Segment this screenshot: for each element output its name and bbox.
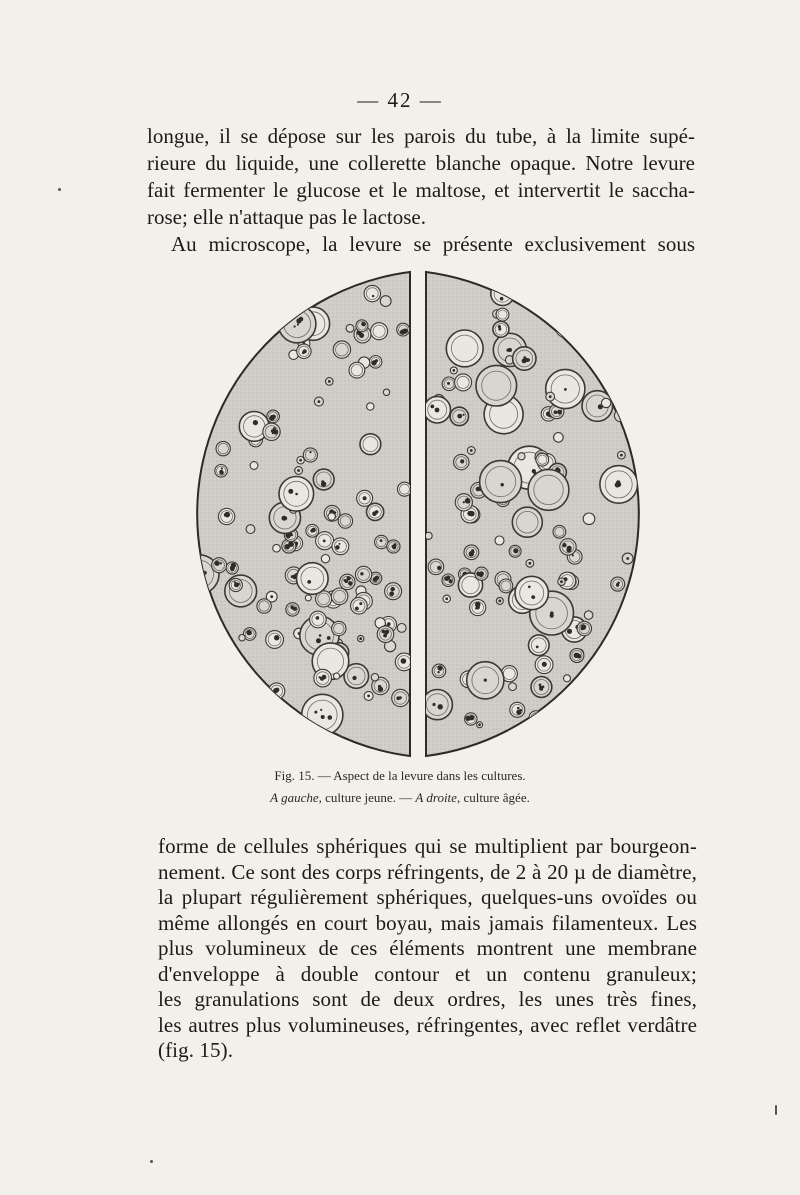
yeast-cell xyxy=(314,669,332,687)
caption-left-label: A gauche xyxy=(270,790,319,805)
yeast-cell xyxy=(618,451,626,459)
yeast-cell xyxy=(387,540,400,553)
yeast-cell xyxy=(432,664,446,678)
yeast-cell xyxy=(491,282,514,305)
microscope-illustration xyxy=(168,268,668,760)
yeast-cell xyxy=(333,341,350,358)
yeast-cell xyxy=(331,588,348,605)
yeast-cell xyxy=(480,461,522,503)
yeast-cell xyxy=(168,367,184,383)
yeast-cell xyxy=(594,710,601,717)
yeast-cell xyxy=(646,693,663,710)
yeast-cell xyxy=(297,563,329,595)
yeast-cell xyxy=(332,621,346,635)
yeast-cell xyxy=(601,398,610,407)
text-line: forme de cellules sphériques qui se multiplient par bourgeon- xyxy=(158,834,697,858)
paper-speck xyxy=(150,1160,153,1163)
caption-right-label: A droite xyxy=(415,790,457,805)
yeast-cell xyxy=(332,538,349,555)
yeast-cell xyxy=(340,574,355,589)
yeast-cell xyxy=(246,726,261,741)
yeast-cell xyxy=(529,635,550,656)
yeast-cell xyxy=(454,454,469,469)
yeast-cell xyxy=(632,268,664,294)
yeast-cell xyxy=(638,391,649,402)
yeast-cell xyxy=(237,676,252,691)
yeast-cell xyxy=(622,553,633,564)
yeast-cell xyxy=(226,562,238,574)
yeast-cell xyxy=(207,666,225,684)
paragraph-top xyxy=(147,123,695,258)
yeast-cell xyxy=(257,599,271,613)
yeast-cell xyxy=(536,288,547,299)
yeast-cell xyxy=(499,579,513,593)
yeast-cell xyxy=(518,453,525,460)
microscope-figure xyxy=(168,268,668,760)
yeast-cell xyxy=(467,662,504,699)
yeast-cell xyxy=(450,367,457,374)
yeast-cell xyxy=(546,392,555,401)
yeast-cell xyxy=(512,507,542,537)
yeast-cell xyxy=(509,683,517,691)
yeast-cell xyxy=(346,324,354,332)
text-line: Au microscope, la levure se présente exclusivement sous xyxy=(171,232,695,256)
yeast-cell xyxy=(364,691,373,700)
yeast-cell xyxy=(513,347,536,370)
yeast-cell xyxy=(528,470,569,511)
yeast-cell xyxy=(570,649,584,663)
yeast-cell xyxy=(222,657,230,665)
yeast-cell xyxy=(446,330,483,367)
yeast-cell xyxy=(310,611,327,628)
yeast-cell xyxy=(257,278,274,295)
yeast-cell xyxy=(360,434,381,455)
yeast-cell xyxy=(273,544,281,552)
yeast-cell xyxy=(177,661,187,671)
yeast-cell xyxy=(455,494,472,511)
text-line: longue, il se dépose sur les parois du tube, à la limite supé- xyxy=(147,124,695,148)
text-line: les autres plus volumineuses, réfringentes, avec reflet verdâtre xyxy=(158,1012,697,1037)
yeast-cell xyxy=(304,273,320,289)
yeast-cell xyxy=(239,635,245,641)
yeast-cell xyxy=(297,344,311,358)
yeast-cell xyxy=(385,583,402,600)
yeast-cell xyxy=(264,705,270,711)
text-line: les granulations sont de deux ordres, les unes très fines, xyxy=(158,987,697,1011)
yeast-cell xyxy=(168,562,180,577)
yeast-cell xyxy=(290,294,300,304)
yeast-cell xyxy=(596,352,607,363)
yeast-cell xyxy=(355,566,371,582)
yeast-cell xyxy=(601,280,641,320)
yeast-cell xyxy=(168,678,186,696)
yeast-cell xyxy=(553,525,566,538)
yeast-cell xyxy=(168,725,183,740)
text-line: rose; elle n'attaque pas le lactose. xyxy=(147,205,426,229)
yeast-cell xyxy=(193,286,206,299)
yeast-cell xyxy=(556,321,572,337)
yeast-cell xyxy=(554,433,564,443)
yeast-cell xyxy=(397,323,410,336)
text-line: rieure du liquide, une collerette blanche opaque. Notre levure xyxy=(147,151,695,175)
yeast-cell xyxy=(278,305,316,343)
yeast-cell xyxy=(428,559,444,575)
yeast-cell xyxy=(313,469,334,490)
yeast-cell xyxy=(302,694,343,735)
caption-left-text: , culture jeune. — xyxy=(318,790,413,805)
yeast-cell xyxy=(584,611,593,620)
yeast-cell xyxy=(509,545,521,557)
text-line: même allongés en court boyau, mais jamais filamenteux. Les xyxy=(158,910,697,935)
yeast-cell xyxy=(173,382,184,393)
yeast-cell xyxy=(204,381,215,392)
yeast-cell xyxy=(279,477,314,512)
yeast-cell xyxy=(521,277,533,289)
yeast-cell xyxy=(588,292,629,333)
yeast-cell xyxy=(653,707,668,723)
yeast-cell xyxy=(314,397,323,406)
yeast-cell xyxy=(338,514,352,528)
yeast-cell xyxy=(364,285,380,301)
yeast-cell xyxy=(272,733,283,744)
yeast-cell xyxy=(295,467,303,475)
yeast-cell xyxy=(266,631,284,649)
right-field-old-culture xyxy=(422,268,668,756)
yeast-cell xyxy=(297,457,304,464)
yeast-cell xyxy=(356,320,368,332)
yeast-cell xyxy=(216,441,230,455)
yeast-cell xyxy=(193,375,207,389)
yeast-cell xyxy=(268,683,284,699)
paper-speck xyxy=(775,1105,777,1115)
yeast-cell xyxy=(467,447,475,455)
yeast-cell xyxy=(510,702,525,717)
yeast-cell xyxy=(371,674,378,681)
yeast-cell xyxy=(212,558,227,573)
yeast-cell xyxy=(546,717,561,732)
yeast-cell xyxy=(515,576,548,609)
yeast-cell xyxy=(218,271,234,287)
yeast-cell xyxy=(169,671,176,678)
yeast-cell xyxy=(207,372,215,380)
yeast-cell xyxy=(455,374,472,391)
left-field-young-culture xyxy=(168,271,413,757)
yeast-cell xyxy=(168,375,186,393)
yeast-cell xyxy=(197,372,205,380)
yeast-cell xyxy=(305,595,311,601)
yeast-cell xyxy=(521,294,536,309)
text-line: la plupart régulièrement sphériques, quelques-uns ovoïdes ou xyxy=(158,885,697,909)
yeast-cell xyxy=(367,503,384,520)
yeast-cell xyxy=(604,297,622,315)
yeast-cell xyxy=(536,453,549,466)
yeast-cell xyxy=(443,595,450,602)
yeast-cell xyxy=(177,315,189,327)
yeast-cell xyxy=(375,535,388,548)
yeast-cell xyxy=(334,673,340,679)
yeast-cell xyxy=(184,743,198,757)
yeast-cell xyxy=(168,457,183,473)
yeast-cell xyxy=(306,524,319,537)
yeast-cell xyxy=(496,308,509,321)
yeast-cell xyxy=(442,377,456,391)
yeast-cell xyxy=(255,314,266,325)
yeast-cell xyxy=(650,601,660,611)
yeast-cell xyxy=(558,578,565,585)
yeast-cell xyxy=(371,323,388,340)
yeast-cell xyxy=(531,677,552,698)
yeast-cell xyxy=(199,368,208,377)
page-number: — 42 — xyxy=(357,88,443,112)
yeast-cell xyxy=(598,656,606,664)
yeast-cell xyxy=(168,723,181,736)
yeast-cell xyxy=(303,448,317,462)
yeast-cell xyxy=(470,599,486,615)
yeast-cell xyxy=(239,738,253,752)
yeast-cell xyxy=(495,536,504,545)
yeast-cell xyxy=(465,713,477,725)
yeast-cell xyxy=(179,404,187,412)
yeast-cell xyxy=(229,578,242,591)
yeast-cell xyxy=(647,686,661,700)
yeast-cell xyxy=(218,508,234,524)
yeast-cell xyxy=(600,466,638,504)
yeast-cell xyxy=(397,624,406,633)
yeast-cell xyxy=(392,689,409,706)
yeast-cell xyxy=(425,532,432,539)
yeast-cell xyxy=(321,555,329,563)
yeast-cell xyxy=(168,710,176,719)
yeast-cell xyxy=(215,465,228,478)
yeast-cell xyxy=(323,287,330,294)
yeast-cell xyxy=(564,675,571,682)
yeast-cell xyxy=(620,639,634,653)
yeast-cell xyxy=(574,731,581,738)
yeast-cell xyxy=(621,711,634,724)
figure-caption-line-2 xyxy=(0,790,800,806)
yeast-cell xyxy=(349,362,365,378)
yeast-cell xyxy=(377,626,394,643)
yeast-cell xyxy=(316,532,334,550)
yeast-cell xyxy=(475,567,488,580)
yeast-cell xyxy=(496,597,503,604)
yeast-cell xyxy=(647,687,663,703)
yeast-cell xyxy=(328,513,335,520)
yeast-cell xyxy=(587,321,596,330)
yeast-cell xyxy=(358,635,364,641)
yeast-cell xyxy=(567,310,577,320)
yeast-cell xyxy=(583,513,595,525)
yeast-cell xyxy=(450,407,468,425)
yeast-cell xyxy=(198,384,207,393)
yeast-cell xyxy=(217,299,224,306)
yeast-cell xyxy=(383,389,389,395)
yeast-cell xyxy=(543,277,550,284)
yeast-cell xyxy=(250,462,258,470)
yeast-cell xyxy=(526,559,534,567)
yeast-cell xyxy=(424,396,451,423)
paragraph-bottom xyxy=(158,834,697,1064)
yeast-cell xyxy=(442,574,454,586)
yeast-cell xyxy=(351,598,368,615)
yeast-cell xyxy=(181,300,214,333)
yeast-cell xyxy=(398,482,412,496)
figure-caption-line-1: Fig. 15. — Aspect de la levure dans les cultures. xyxy=(274,768,526,783)
yeast-cell xyxy=(645,310,668,345)
paper-speck xyxy=(58,188,61,191)
yeast-cell xyxy=(191,706,205,720)
yeast-cell xyxy=(263,423,280,440)
yeast-cell xyxy=(535,656,553,674)
yeast-cell xyxy=(560,539,576,555)
yeast-cell xyxy=(367,403,374,410)
text-line: (fig. 15). xyxy=(158,1038,234,1062)
yeast-cell xyxy=(246,525,255,534)
yeast-cell xyxy=(493,321,509,337)
text-line: plus volumineux de ces éléments montrent une membrane xyxy=(158,936,697,960)
yeast-cell xyxy=(369,356,382,369)
yeast-cell xyxy=(300,727,318,745)
yeast-cell xyxy=(169,702,186,719)
yeast-cell xyxy=(614,659,624,669)
yeast-cell xyxy=(611,577,625,591)
text-line: fait fermenter le glucose et le maltose, et intervertit le saccha- xyxy=(147,178,695,202)
text-line: d'enveloppe à double contour et un contenu granuleux; xyxy=(158,961,697,986)
yeast-cell xyxy=(546,369,585,408)
yeast-cell xyxy=(286,603,299,616)
yeast-cell xyxy=(577,621,591,635)
yeast-cell xyxy=(214,285,226,297)
text-line: nement. Ce sont des corps réfringents, de 2 à 20 µ de diamètre, xyxy=(158,859,697,884)
yeast-cell xyxy=(292,717,308,733)
yeast-cell xyxy=(630,337,645,352)
yeast-cell xyxy=(326,378,334,386)
yeast-cell xyxy=(380,296,391,307)
yeast-cell xyxy=(182,393,198,409)
yeast-cell xyxy=(246,689,261,704)
yeast-cell xyxy=(477,722,483,728)
yeast-cell xyxy=(181,635,198,652)
caption-right-text: , culture âgée. xyxy=(456,790,530,805)
yeast-cell xyxy=(224,709,241,726)
yeast-cell xyxy=(464,545,479,560)
yeast-cell xyxy=(476,365,517,406)
yeast-cell xyxy=(422,690,452,720)
